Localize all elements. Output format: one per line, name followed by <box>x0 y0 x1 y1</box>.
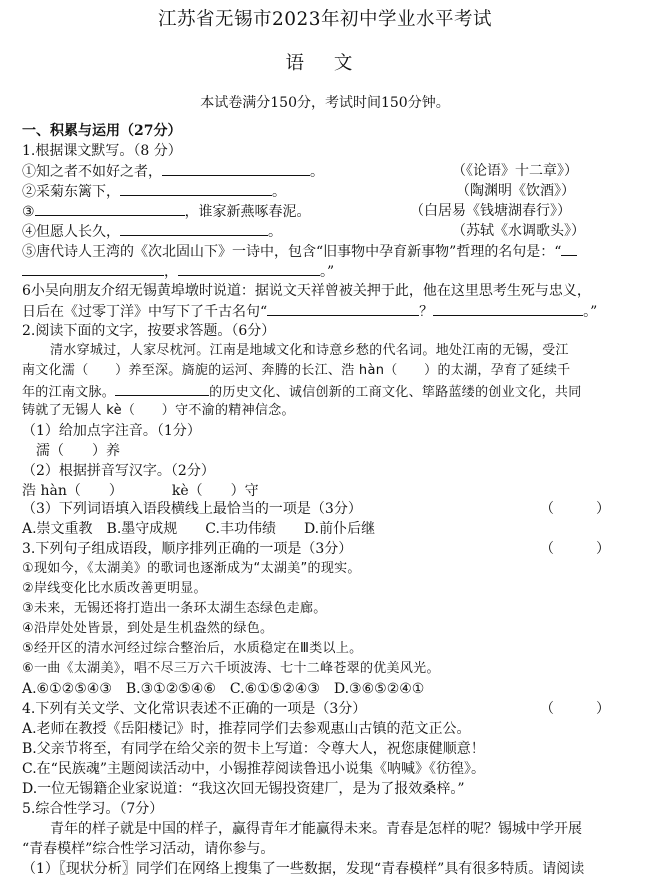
punct: 。 <box>272 184 286 200</box>
q2-passage-line-3-a: 年的江南文脉。 <box>22 385 116 400</box>
q1-line-5-text: ⑤唐代诗人王湾的《次北固山下》一诗中，包含“旧事物中孕育新事物”哲理的名句是：“ <box>22 244 562 260</box>
q1-line-6: 6小吴向朋友介绍无锡黄埠墩时说道：据说文天祥曾被关押于此，他在这里思考生死与忠义， <box>22 283 591 299</box>
exam-note: 本试卷满分150分，考试时间150分钟。 <box>200 95 450 111</box>
q4-option-b: B.父亲节将至，有同学在给父亲的贺卡上写道：令尊大人，祝您康健顺意！ <box>22 741 485 757</box>
punct: 。 <box>310 164 324 180</box>
q1-line-1 <box>22 161 324 182</box>
q3-sentence-3: ③未来，无锡还将打造出一条环太湖生态绿色走廊。 <box>22 601 327 616</box>
q4-option-d: D.一位无锡籍企业家说道：“我这次回无锡投资建厂，是为了报效桑梓。” <box>22 781 465 797</box>
q1-line-5 <box>22 241 577 262</box>
q1-line-4-text: ④但愿人长久， <box>22 224 120 240</box>
punct: ？ <box>419 304 434 320</box>
q1-line-7-text: 日后在《过零丁洋》中写下了千古名句“ <box>22 304 268 320</box>
q2-passage-line-2: 南文化濡（ ）养至深。旖旎的运河、奔腾的长江、浩 hàn（ ）的太湖，孕育了延续千 <box>22 363 571 378</box>
punct: ， <box>164 264 178 280</box>
answer-bracket[interactable]: （ ） <box>540 541 610 557</box>
q3-stem: 3.下列句子组成语段，顺序排列正确的一项是（3分） <box>22 541 353 557</box>
punct: 。 <box>268 224 282 240</box>
q2-passage-line-1: 清水穿城过，人家尽枕河。江南是地域文化和诗意乡愁的代名词。地处江南的无锡，受江 <box>50 343 569 358</box>
answer-bracket[interactable]: （ ） <box>540 501 610 517</box>
answer-blank[interactable] <box>35 201 185 216</box>
q2-sub3: （3）下列词语填入语段横线上最恰当的一项是（3分） <box>22 501 362 517</box>
q4-option-a: A.老师在教授《岳阳楼记》时，推荐同学们去参观惠山古镇的范文正公。 <box>22 721 471 737</box>
answer-blank[interactable] <box>561 241 577 256</box>
q3-sentence-5: ⑤经开区的清水河经过综合整治后，水质稳定在Ⅲ类以上。 <box>22 641 363 656</box>
q3-sentence-6: ⑥一曲《太湖美》，唱不尽三万六千顷波涛、七十二峰苍翠的优美风光。 <box>22 661 440 676</box>
q3-sentence-1: ①现如今，《太湖美》的歌词也逐渐成为“太湖美”的现实。 <box>22 561 361 576</box>
answer-blank[interactable] <box>162 161 310 176</box>
q4-option-c: C.在“民族魂”主题阅读活动中，小锡推荐阅读鲁迅小说集《呐喊》《彷徨》。 <box>22 761 485 777</box>
answer-blank[interactable] <box>115 381 209 396</box>
q2-sub3-options: A.崇文重教 B.墨守成规 C.丰功伟绩 D.前仆后继 <box>22 521 376 537</box>
q5-paragraph-1: 青年的样子就是中国的样子，赢得青年才能赢得未来。青春是怎样的呢？锡城中学开展 <box>50 821 582 837</box>
q4-stem: 4.下列有关文学、文化常识表述不正确的一项是（3分） <box>22 701 367 717</box>
q1-source-3: （白居易《钱塘湖春行》） <box>410 203 571 219</box>
q1-line-5-cont <box>22 261 334 282</box>
exam-title: 江苏省无锡市2023年初中学业水平考试 <box>157 9 493 30</box>
q2-sub2: （2）根据拼音写汉字。（2分） <box>22 463 215 479</box>
answer-blank[interactable] <box>22 261 164 276</box>
q1-line-4 <box>22 221 282 242</box>
q5-paragraph-3: （1）〖现状分析〗同学们在网络上搜集了一些数据，发现“青春模样”具有很多特质。请阅读 <box>22 861 585 877</box>
q1-stem: 1.根据课文默写。（8 分） <box>22 143 182 159</box>
answer-blank[interactable] <box>120 221 268 236</box>
answer-blank[interactable] <box>433 301 583 316</box>
q3-options: A.⑥①②⑤④③ B.③①②⑤④⑥ C.⑥①⑤②④③ D.③⑥⑤②④① <box>22 681 425 697</box>
q1-line-3-after: ，谁家新燕啄春泥。 <box>184 204 311 220</box>
q2-sub2-answer: 浩 hàn（ ） kè（ ）守 <box>22 483 259 499</box>
q2-passage-line-3-b: 的历史文化、诚信创新的工商文化、筚路蓝缕的创业文化，共同 <box>209 385 582 400</box>
q1-line-1-text: ①知之者不如好之者， <box>22 164 162 180</box>
q1-line-2-text: ②采菊东篱下， <box>22 184 120 200</box>
q1-line-2 <box>22 181 286 202</box>
answer-blank[interactable] <box>120 181 272 196</box>
q3-sentence-2: ②岸线变化比水质改善更明显。 <box>22 581 207 596</box>
answer-blank[interactable] <box>267 301 419 316</box>
q2-stem: 2.阅读下面的文字，按要求答题。（6分） <box>22 323 276 339</box>
q2-passage-line-3 <box>22 381 582 403</box>
q3-sentence-4: ④沿岸处处皆景，到处是生机盎然的绿色。 <box>22 621 274 636</box>
q5-stem: 5.综合性学习。（7分） <box>22 801 164 817</box>
q1-line-3-text: ③ <box>22 204 35 220</box>
subject-title: 语 文 <box>285 53 365 74</box>
q1-line-7 <box>22 301 597 322</box>
answer-blank[interactable] <box>178 261 320 276</box>
punct: 。” <box>583 304 598 320</box>
q2-sub1: （1）给加点字注音。（1分） <box>22 423 201 439</box>
section-heading: 一、积累与运用（27分） <box>22 123 182 139</box>
q2-passage-line-4: 铸就了无锡人 kè（ ）守不渝的精神信念。 <box>22 403 295 418</box>
q2-sub1-answer: 濡（ ）养 <box>36 443 120 459</box>
q5-paragraph-2: “青春模样”综合性学习活动，请你参与。 <box>22 841 275 857</box>
answer-bracket[interactable]: （ ） <box>540 701 610 717</box>
punct: 。” <box>320 264 335 280</box>
q1-source-4: （苏轼《水调歌头》） <box>452 223 585 239</box>
q1-source-2: （陶渊明《饮酒》） <box>456 183 575 199</box>
q1-line-3 <box>22 201 311 222</box>
q1-source-1: （《论语》十二章》） <box>452 163 578 179</box>
